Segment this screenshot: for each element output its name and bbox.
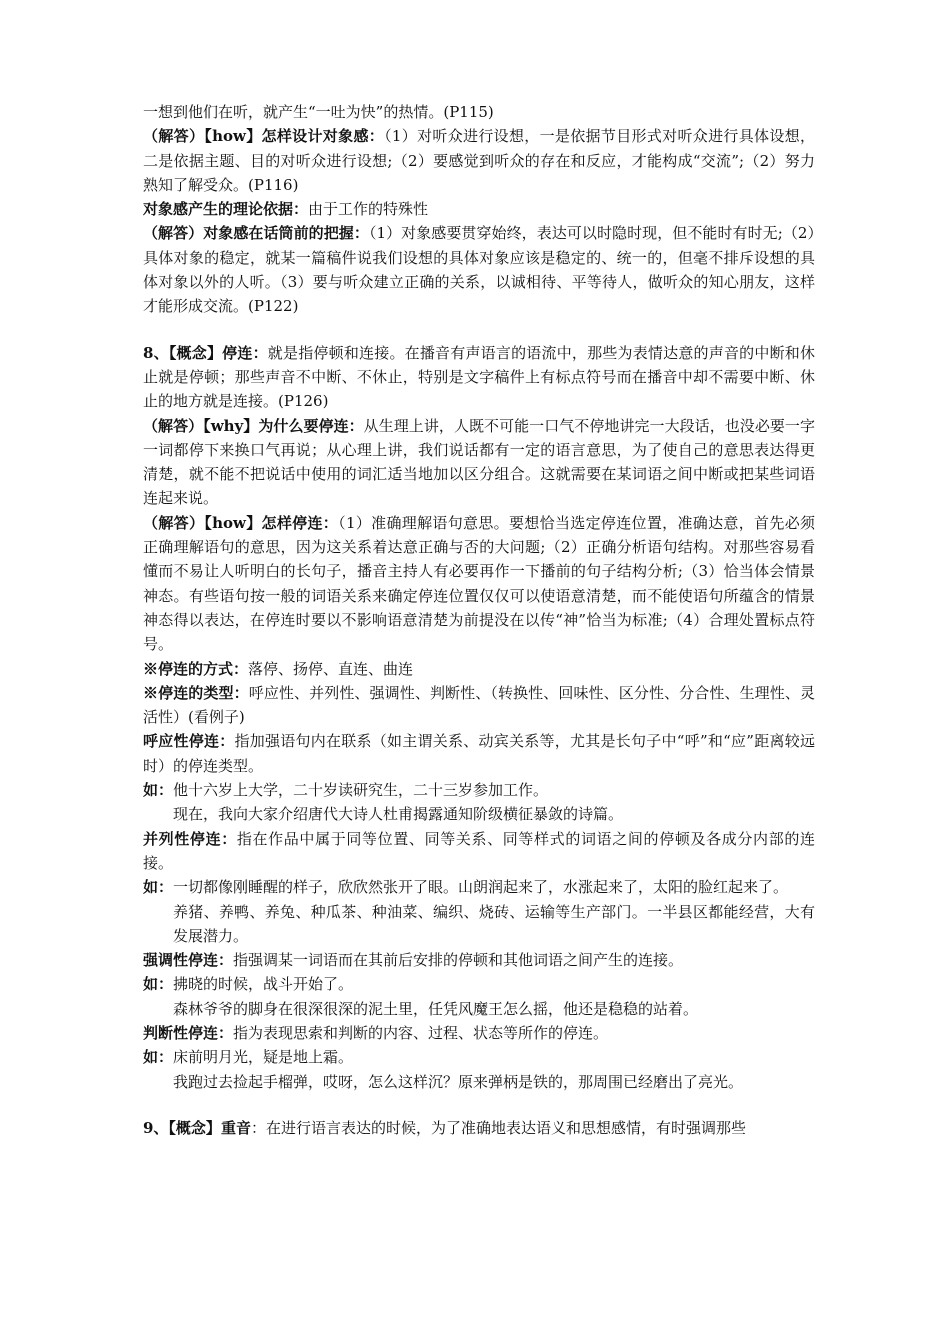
judgment-pause [143, 1021, 815, 1045]
example [143, 972, 815, 996]
body-text: 由于工作的特殊性 [308, 200, 429, 219]
parallel-pause [143, 827, 815, 876]
answer-why-pause [143, 414, 815, 511]
term-heading: 对象感产生的理论依据： [143, 200, 309, 219]
term-heading: ※停连的类型： [143, 683, 249, 702]
example [143, 875, 815, 899]
body-text: 指为表现思索和判断的内容、过程、状态等所作的停连。 [233, 1023, 609, 1042]
example-label: 如： [143, 781, 174, 800]
body-text: 他十六岁上大学，二十岁读研究生，二十三岁参加工作。 [173, 781, 549, 800]
body-text: 一想到他们在听，就产生“一吐为快”的热情。(P115) [143, 103, 494, 121]
body-text: 养猪、养鸭、养兔、种瓜茶、种油菜、编织、烧砖、运输等生产部门。一半县区都能经营，大有发展潜力。 [173, 902, 815, 945]
example-label: 如： [143, 1048, 174, 1067]
example-label: 如： [143, 878, 174, 897]
term-heading: 强调性停连： [143, 951, 234, 970]
term-heading: 判断性停连： [143, 1023, 234, 1042]
answer-heading: （解答）【how】怎样设计对象感： [143, 127, 385, 146]
example [143, 778, 815, 802]
body-text: 呼应性、并列性、强调性、判断性、（转换性、回味性、区分性、分合性、生理性、灵活性）(看例子) [143, 683, 815, 727]
echo-pause [143, 729, 815, 778]
example-continued [143, 997, 815, 1021]
body-text: （1）准确理解语句意思。要想恰当选定停连位置，准确达意，首先必须正确理解语句的意思，因为这关系着达意正确与否的大问题;（2）正确分析语句结构。对那些容易看懂而不易让人听明白的长句子，播音主持人有必要再作一下播前的句子结构分析;（3）恰当体会情景神态。有些语句按一般的词语关系来确定停连位置仅仅可以使语意清楚，而不能使语句所蕴含的情景神态得以表达，在停连时要以不影响语意清楚为前提没在以传“神”恰当为标准;（4）合理处置标点符号。 [143, 513, 816, 654]
answer-heading: （解答）【how】怎样停连： [143, 513, 339, 532]
section-gap [143, 319, 815, 341]
example-continued [143, 1070, 815, 1094]
example-continued [143, 802, 815, 826]
concept-heading: 9、【概念】重音 [143, 1118, 251, 1137]
body-text: 指强调某一词语而在其前后安排的停顿和其他词语之间产生的连接。 [233, 951, 684, 970]
section-gap [143, 1094, 815, 1116]
body-text: 指加强语句内在联系（如主谓关系、动宾关系等，尤其是长句子中“呼”和“应”距离较远时）的停连类型。 [143, 732, 815, 775]
document-page [143, 100, 815, 1140]
body-text: 拂晓的时候，战斗开始了。 [173, 975, 354, 994]
answer-heading: （解答）对象感在话筒前的把握： [143, 224, 369, 243]
paragraph [143, 100, 815, 124]
answer-design-object-sense [143, 124, 815, 197]
body-text: 床前明月光，疑是地上霜。 [173, 1048, 354, 1067]
concept-pause-link [143, 341, 815, 414]
body-text: 我跑过去捡起手榴弹，哎呀，怎么这样沉？原来弹柄是铁的，那周围已经磨出了亮光。 [173, 1072, 744, 1091]
body-text: 现在，我向大家介绍唐代大诗人杜甫揭露通知阶级横征暴敛的诗篇。 [173, 805, 624, 824]
body-text: 一切都像刚睡醒的样子，欣欣然张开了眼。山朗润起来了，水涨起来了，太阳的脸红起来了。 [173, 878, 789, 897]
body-text: 就是指停顿和连接。在播音有声语言的语流中，那些为表情达意的声音的中断和休止就是停顿；那些声音不中断、不休止，特别是文字稿件上有标点符号而在播音中却不需要中断、休止的地方就是连接。(P126) [143, 343, 815, 411]
term-heading: 并列性停连： [143, 829, 237, 848]
concept-heading: 8、【概念】停连： [143, 343, 268, 362]
body-text: 落停、扬停、直连、曲连 [248, 659, 414, 678]
pause-types [143, 681, 815, 730]
example-continued [143, 900, 815, 949]
theory-basis [143, 197, 815, 221]
example-label: 如： [143, 975, 174, 994]
term-heading: 呼应性停连： [143, 732, 235, 751]
body-text: （1）对听众进行设想，一是依据节目形式对听众进行具体设想，二是依据主题、目的对听众进行设想;（2）要感觉到听众的存在和反应，才能构成“交流”;（2）努力熟知了解受众。(P116) [143, 127, 815, 194]
body-text: （1）对象感要贯穿始终，表达可以时隐时现，但不能时有时无;（2）具体对象的稳定，就某一篇稿件说我们设想的具体对象应该是稳定的、统一的，但毫不排斥设想的具体对象以外的人听。（3）要与听众建立正确的关系，以诚相待、平等待人，做听众的知心朋友，这样才能形成交流。(P122) [143, 224, 815, 316]
answer-how-pause [143, 511, 815, 657]
body-text: ：在进行语言表达的时候，为了准确地表达语义和思想感情，有时强调那些 [250, 1118, 746, 1137]
body-text: 指在作品中属于同等位置、同等关系、同等样式的词语之间的停顿及各成分内部的连接。 [143, 829, 815, 872]
example [143, 1045, 815, 1069]
term-heading: ※停连的方式： [143, 659, 249, 678]
answer-mic-grasp [143, 221, 815, 318]
body-text: 森林爷爷的脚身在很深很深的泥土里，任凭风魔王怎么摇，他还是稳稳的站着。 [173, 999, 699, 1018]
answer-heading: （解答）【why】为什么要停连： [143, 416, 364, 435]
emphasis-pause [143, 948, 815, 972]
body-text: 从生理上讲，人既不可能一口气不停地讲完一大段话，也没必要一字一词都停下来换口气再说；从心理上讲，我们说话都有一定的语言意思，为了使自己的意思表达得更清楚，就不能不把说话中使用的词汇适当地加以区分组合。这就需要在某词语之间中断或把某些词语连起来说。 [143, 416, 815, 508]
pause-methods [143, 657, 815, 681]
concept-stress [143, 1116, 815, 1140]
